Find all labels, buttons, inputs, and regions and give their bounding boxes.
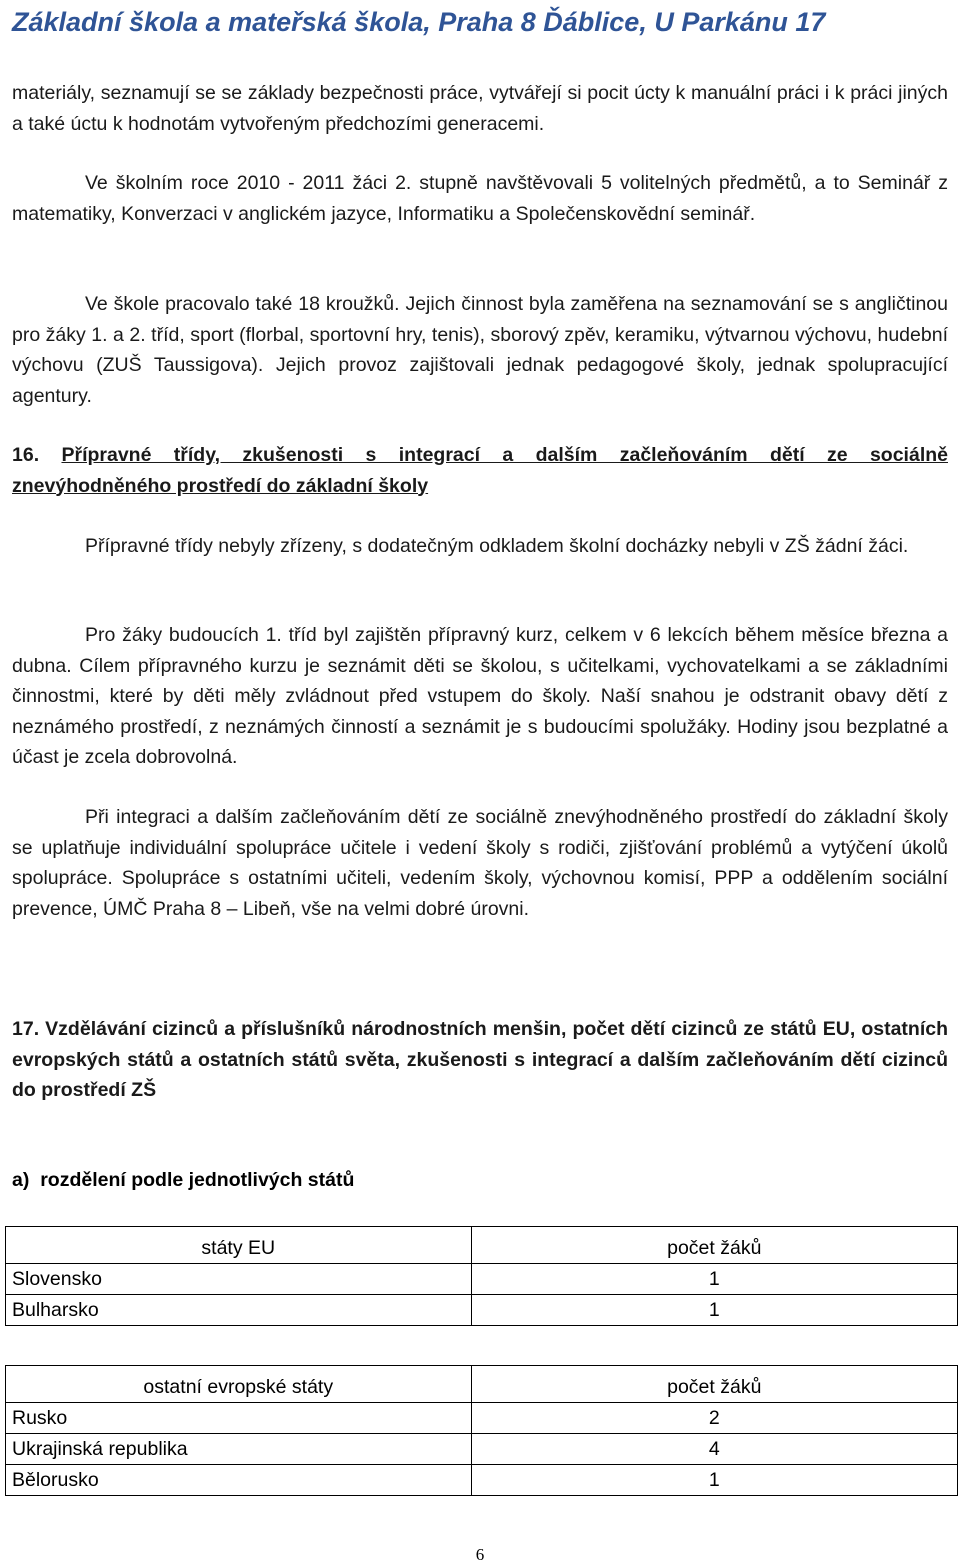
column-header-count: počet žáků [471,1366,957,1403]
table-header-row [6,1227,958,1264]
section-16-number: 16. [12,444,40,466]
paragraph-prep-classes: Přípravné třídy nebyly zřízeny, s dodatečným odkladem školní docházky nebyli v ZŠ žádní žáci. [85,535,909,557]
paragraph-continuation: materiály, seznamují se se základy bezpečnosti práce, vytvářejí si pocit úcty k manuální práci i k práci jiných a také úctu k hodnotám vytvořeným předchozími generacemi. [12,82,948,135]
table-row [6,1403,958,1434]
paragraph-prep-course: Pro žáky budoucích 1. tříd byl zajištěn přípravný kurz, celkem v 6 lekcích během měsíce března a dubna. Cílem přípravného kurzu je seznámit děti se školou, s učitelkami, vychovatelkami a se základními činnostmi, které by děti měly zvládnout před vstupem do školy. Naší snahou je odstranit obavy dětí z neznámého prostředí, z neznámých činností a seznámit je s budoucími spolužáky. Hodiny jsou bezplatné a účast je zcela dobrovolná. [12,624,948,768]
paragraph-electives: Ve školním roce 2010 - 2011 žáci 2. stupně navštěvovali 5 volitelných předmětů, a to Seminář z matematiky, Konverzaci v anglickém jazyce, Informatiku a Společenskovědní seminář. [12,172,948,225]
count-cell: 1 [471,1264,957,1295]
table-row [6,1295,958,1326]
section-16-title-line2: znevýhodněného prostředí do základní školy [12,474,429,497]
count-cell: 1 [471,1465,957,1496]
paragraph-integration: Při integraci a dalším začleňováním dětí ze sociálně znevýhodněného prostředí do základní školy se uplatňuje individuální spolupráce učitele i vedení školy s rodiči, zjišťování problémů a vytýčení úkolů spolupráce. Spolupráce s ostatními učiteli, vedením školy, výchovnou komisí, PPP a oddělením sociální prevence, ÚMČ Praha 8 – Libeň, vše na velmi dobré úrovni. [12,806,948,920]
subsection-a-title: rozdělení podle jednotlivých států [40,1169,355,1191]
count-cell: 4 [471,1434,957,1465]
country-cell: Slovensko [6,1264,472,1295]
subsection-a-letter: a) [12,1169,30,1191]
table-row [6,1434,958,1465]
country-cell: Rusko [6,1403,472,1434]
section-16-heading [12,440,948,501]
paragraph-clubs: Ve škole pracovalo také 18 kroužků. Jejich činnost byla zaměřena na seznamování se s angličtinou pro žáky 1. a 2. tříd, sport (florbal, sportovní hry, tenis), sborový zpěv, keramiku, výtvarnou výchovu, hudební výchovu (ZUŠ Taussigova). Jejich provoz zajištovali jednak pedagogové školy, jednak spolupracující agentury. [12,293,948,407]
country-cell: Ukrajinská republika [6,1434,472,1465]
eu-states-table [5,1226,958,1326]
page-number: 6 [475,1545,485,1564]
count-cell: 2 [471,1403,957,1434]
page-header-title: Základní škola a mateřská škola, Praha 8 Ďáblice, U Parkánu 17 [12,7,826,37]
section-17-heading: 17. Vzdělávání cizinců a příslušníků národnostních menšin, počet dětí cizinců ze států EU, ostatních evropských států a ostatních států světa, zkušenosti s integrací a dalším začleňováním dětí cizinců do prostředí ZŠ [12,1018,948,1101]
country-cell: Bělorusko [6,1465,472,1496]
table-row [6,1465,958,1496]
column-header-country: státy EU [6,1227,472,1264]
column-header-count: počet žáků [471,1227,957,1264]
section-16-title-line1: Přípravné třídy, zkušenosti s integrací a dalším začleňováním dětí ze sociálně [61,444,948,466]
column-header-country: ostatní evropské státy [6,1366,472,1403]
count-cell: 1 [471,1295,957,1326]
table-row [6,1264,958,1295]
country-cell: Bulharsko [6,1295,472,1326]
other-european-states-table [5,1365,958,1496]
section-16-heading-line1 [12,440,948,471]
table-header-row [6,1366,958,1403]
subsection-a-heading [12,1165,354,1195]
